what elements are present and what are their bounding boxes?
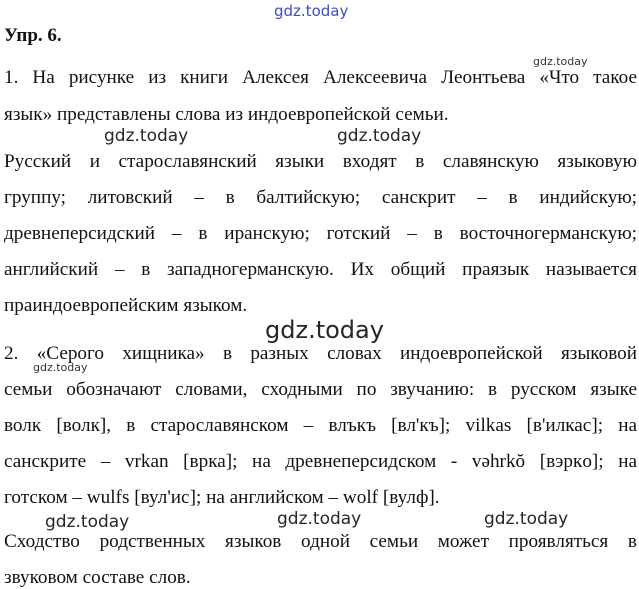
watermark-med-5: gdz.today bbox=[484, 509, 569, 529]
watermark-large: gdz.today bbox=[265, 316, 384, 344]
watermark-med-4: gdz.today bbox=[277, 509, 362, 529]
watermark-med-1: gdz.today bbox=[104, 126, 189, 146]
paragraph-2-line-2: группу; литовский – в балтийскую; санскрит – в индийскую; bbox=[4, 187, 637, 208]
watermark-small-1: gdz.today bbox=[533, 55, 588, 68]
paragraph-2-line-5: праиндоевропейским языком. bbox=[4, 295, 248, 316]
paragraph-2-line-1: Русский и старославянский языки входят в славянскую языковую bbox=[4, 151, 637, 172]
paragraph-2-line-4: английский – в западногерманскую. Их общий праязык называется bbox=[4, 259, 637, 280]
paragraph-1-line-1: 1. На рисунке из книги Алексея Алексеевича Леонтьева «Что такое bbox=[4, 67, 637, 88]
paragraph-1-line-2: язык» представлены слова из индоевропейской семьи. bbox=[4, 104, 449, 125]
paragraph-3-line-4: санскрите – vrkan [врка]; на древнеперсидском - vəhrkŏ [вэркo]; на bbox=[4, 451, 637, 472]
exercise-title: Упр. 6. bbox=[4, 25, 62, 46]
watermark-med-3: gdz.today bbox=[45, 512, 130, 532]
watermark-med-2: gdz.today bbox=[337, 126, 422, 146]
paragraph-3-line-3: волк [волк], в старославянском – влъкъ [вл'къ]; vilkas [в'илкас]; на bbox=[4, 415, 637, 436]
paragraph-3-line-2: семьи обозначают словами, сходными по звучанию: в русском языке bbox=[4, 379, 637, 400]
paragraph-3-line-1: 2. «Серого хищника» в разных словах индоевропейской языковой bbox=[4, 343, 637, 364]
paragraph-4-line-1: Сходство родственных языков одной семьи может проявляться в bbox=[4, 531, 637, 552]
watermark-small-2: gdz.today bbox=[33, 361, 88, 374]
paragraph-4-line-2: звуковом составе слов. bbox=[4, 567, 191, 588]
paragraph-3-line-5: готском – wulfs [вул'ис]; на английском – wolf [вулф]. bbox=[4, 487, 440, 508]
watermark-top: gdz.today bbox=[274, 2, 349, 20]
paragraph-2-line-3: древнеперсидский – в иранскую; готский – в восточногерманскую; bbox=[4, 223, 637, 244]
